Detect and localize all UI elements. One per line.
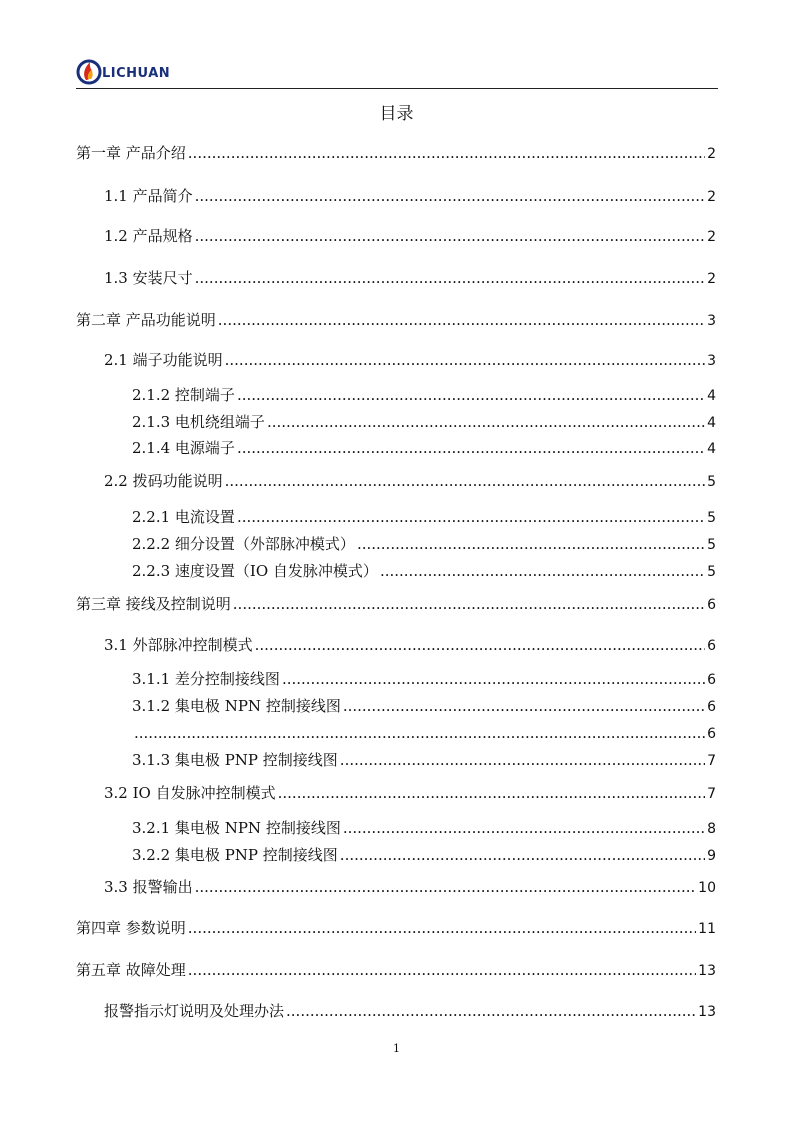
toc-entry[interactable]	[132, 561, 716, 582]
toc-entry[interactable]	[132, 412, 716, 433]
toc-title: 目录	[379, 104, 414, 124]
toc-entry-page: 4	[707, 415, 716, 431]
toc-entry-page: 5	[707, 564, 716, 580]
toc-entry-page: 6	[707, 597, 716, 613]
toc-leader-dots	[343, 696, 705, 716]
toc-leader-dots	[282, 669, 705, 689]
toc-entry-page: 10	[698, 880, 716, 896]
toc-entry-label: 3.1.2 集电极 NPN 控制接线图	[132, 697, 341, 715]
toc-entry-label: 1.3 安装尺寸	[104, 269, 193, 287]
toc-leader-dots	[134, 723, 705, 743]
toc-entry-page: 6	[707, 672, 716, 688]
toc-leader-dots	[237, 438, 705, 458]
toc-entry[interactable]	[104, 471, 716, 492]
toc-entry-label: 2.1 端子功能说明	[104, 351, 223, 369]
toc-entry-label: 2.2.2 细分设置（外部脉冲模式）	[132, 535, 355, 553]
toc-entry-label: 3.1.3 集电极 PNP 控制接线图	[132, 751, 338, 769]
toc-entry-page: 5	[707, 537, 716, 553]
toc-entry[interactable]	[132, 723, 716, 744]
toc-leader-dots	[225, 471, 705, 491]
toc-entry-page: 8	[707, 821, 716, 837]
toc-entry-label: 3.2.1 集电极 NPN 控制接线图	[132, 819, 341, 837]
toc-entry[interactable]	[104, 1001, 716, 1022]
toc-entry-page: 5	[707, 474, 716, 490]
toc-entry-page: 2	[707, 189, 716, 205]
toc-entry[interactable]	[104, 783, 716, 804]
toc-entry-page: 7	[707, 753, 716, 769]
toc-entry-label: 报警指示灯说明及处理办法	[104, 1002, 285, 1020]
toc-entry-label: 1.1 产品简介	[104, 187, 193, 205]
toc-entry[interactable]	[104, 635, 716, 656]
toc-entry-label: 第五章 故障处理	[76, 961, 186, 979]
toc-entry-page: 6	[707, 726, 716, 742]
toc-entry[interactable]	[132, 750, 716, 771]
toc-entry-label: 第二章 产品功能说明	[76, 311, 216, 329]
toc-entry-page: 6	[707, 699, 716, 715]
toc-entry[interactable]	[76, 960, 716, 981]
toc-entry-page: 5	[707, 510, 716, 526]
toc-leader-dots	[286, 1001, 696, 1021]
toc-leader-dots	[340, 750, 705, 770]
toc-entry-label: 3.3 报警输出	[104, 878, 193, 896]
page-number: 1	[393, 1042, 400, 1055]
toc-entry-page: 4	[707, 441, 716, 457]
toc-entry-label: 3.1 外部脉冲控制模式	[104, 636, 253, 654]
toc-entry-label: 2.2.3 速度设置（IO 自发脉冲模式）	[132, 562, 378, 580]
toc-leader-dots	[188, 143, 705, 163]
toc-entry-page: 2	[707, 229, 716, 245]
header-divider	[76, 88, 718, 89]
toc-entry[interactable]	[104, 226, 716, 247]
toc-entry-label: 第一章 产品介绍	[76, 144, 186, 162]
toc-leader-dots	[340, 845, 705, 865]
toc-entry-page: 13	[698, 963, 716, 979]
toc-entry[interactable]	[132, 696, 716, 717]
toc-leader-dots	[195, 186, 705, 206]
toc-entry[interactable]	[104, 350, 716, 371]
toc-entry[interactable]	[132, 845, 716, 866]
toc-leader-dots	[233, 594, 705, 614]
toc-leader-dots	[380, 561, 705, 581]
toc-entry-page: 7	[707, 786, 716, 802]
toc-entry[interactable]	[76, 594, 716, 615]
toc-entry-page: 2	[707, 271, 716, 287]
toc-entry[interactable]	[132, 385, 716, 406]
toc-entry-label: 2.1.3 电机绕组端子	[132, 413, 265, 431]
toc-entry[interactable]	[104, 186, 716, 207]
toc-leader-dots	[357, 534, 705, 554]
toc-entry[interactable]	[132, 669, 716, 690]
toc-entry-page: 3	[707, 353, 716, 369]
toc-entry-label: 第三章 接线及控制说明	[76, 595, 231, 613]
toc-leader-dots	[188, 918, 696, 938]
toc-leader-dots	[343, 818, 705, 838]
toc-entry-label: 3.2 IO 自发脉冲控制模式	[104, 784, 276, 802]
toc-leader-dots	[195, 268, 705, 288]
logo-wordmark: LICHUAN	[102, 66, 171, 81]
toc-entry[interactable]	[104, 268, 716, 289]
toc-entry[interactable]	[76, 918, 716, 939]
toc-leader-dots	[278, 783, 705, 803]
toc-entry[interactable]	[132, 818, 716, 839]
toc-leader-dots	[218, 310, 705, 330]
toc-entry[interactable]	[132, 438, 716, 459]
toc-entry-page: 4	[707, 388, 716, 404]
toc-entry-label: 3.1.1 差分控制接线图	[132, 670, 280, 688]
toc-entry-label: 1.2 产品规格	[104, 227, 193, 245]
toc-entry[interactable]	[104, 877, 716, 898]
lichuan-logo-icon	[76, 52, 104, 88]
toc-entry-label: 2.2 拨码功能说明	[104, 472, 223, 490]
toc-leader-dots	[195, 877, 697, 897]
toc-entry-page: 9	[707, 848, 716, 864]
page-header	[76, 52, 718, 88]
toc-leader-dots	[237, 385, 705, 405]
toc-entry-page: 13	[698, 1004, 716, 1020]
toc-entry[interactable]	[132, 534, 716, 555]
toc-entry[interactable]	[76, 143, 716, 164]
toc-entry-label: 2.1.4 电源端子	[132, 439, 235, 457]
toc-leader-dots	[237, 507, 705, 527]
toc-leader-dots	[267, 412, 705, 432]
toc-entry-label: 第四章 参数说明	[76, 919, 186, 937]
toc-entry[interactable]	[132, 507, 716, 528]
toc-entry-page: 3	[707, 313, 716, 329]
toc-entry-label: 2.1.2 控制端子	[132, 386, 235, 404]
toc-leader-dots	[195, 226, 705, 246]
toc-entry-label: 2.2.1 电流设置	[132, 508, 235, 526]
toc-leader-dots	[255, 635, 705, 655]
toc-leader-dots	[225, 350, 705, 370]
toc-entry-label: 3.2.2 集电极 PNP 控制接线图	[132, 846, 338, 864]
toc-entry-page: 6	[707, 638, 716, 654]
toc-entry-page: 2	[707, 146, 716, 162]
toc-entry[interactable]	[76, 310, 716, 331]
toc-leader-dots	[188, 960, 696, 980]
toc-entry-page: 11	[698, 921, 716, 937]
